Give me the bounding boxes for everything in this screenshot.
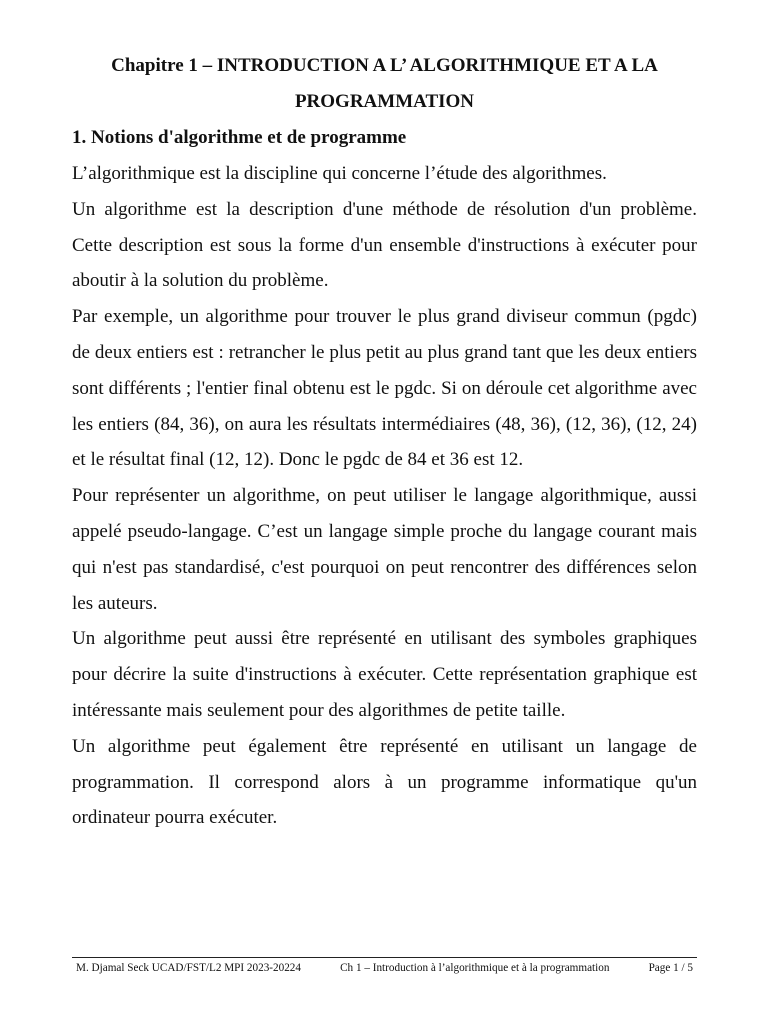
paragraph-2: Un algorithme est la description d'une méthode de résolution d'un problème. Cette description est sous la forme d'un ensemble d'instructions à exécuter pour aboutir à la solution du problème.	[72, 198, 697, 292]
footer-chapter: Ch 1 – Introduction à l’algorithmique et à la programmation	[340, 962, 610, 974]
footer-author: M. Djamal Seck UCAD/FST/L2 MPI 2023-20224	[76, 962, 301, 974]
document-page	[72, 48, 697, 836]
paragraph-1: L’algorithmique est la discipline qui concerne l’étude des algorithmes.	[72, 163, 607, 184]
page-footer	[72, 957, 697, 975]
chapter-title: Chapitre 1 – INTRODUCTION A L’ ALGORITHMIQUE ET A LA PROGRAMMATION	[111, 55, 658, 112]
paragraph-3: Par exemple, un algorithme pour trouver le plus grand diviseur commun (pgdc) de deux entiers est : retrancher le plus petit au plus grand tant que les deux entiers sont différents ; l'entier final obtenu est le pgdc. Si on déroule cet algorithme avec les entiers (84, 36), on aura les résultats intermédiaires (48, 36), (12, 36), (12, 24) et le résultat final (12, 12). Donc le pgdc de 84 et 36 est 12.	[72, 306, 697, 471]
paragraph-6: Un algorithme peut également être représenté en utilisant un langage de programmation. Il correspond alors à un programme informatique qu'un ordinateur pourra exécuter.	[72, 735, 697, 829]
footer-page-number: Page 1 / 5	[648, 962, 693, 974]
section-heading: 1. Notions d'algorithme et de programme	[72, 127, 407, 148]
paragraph-5: Un algorithme peut aussi être représenté en utilisant des symboles graphiques pour décrire la suite d'instructions à exécuter. Cette représentation graphique est intéressante mais seulement pour des algorithmes de petite taille.	[72, 628, 697, 721]
paragraph-4: Pour représenter un algorithme, on peut utiliser le langage algorithmique, aussi appelé pseudo-langage. C’est un langage simple proche du langage courant mais qui n'est pas standardisé, c'est pourquoi on peut rencontrer des différences selon les auteurs.	[72, 485, 697, 614]
